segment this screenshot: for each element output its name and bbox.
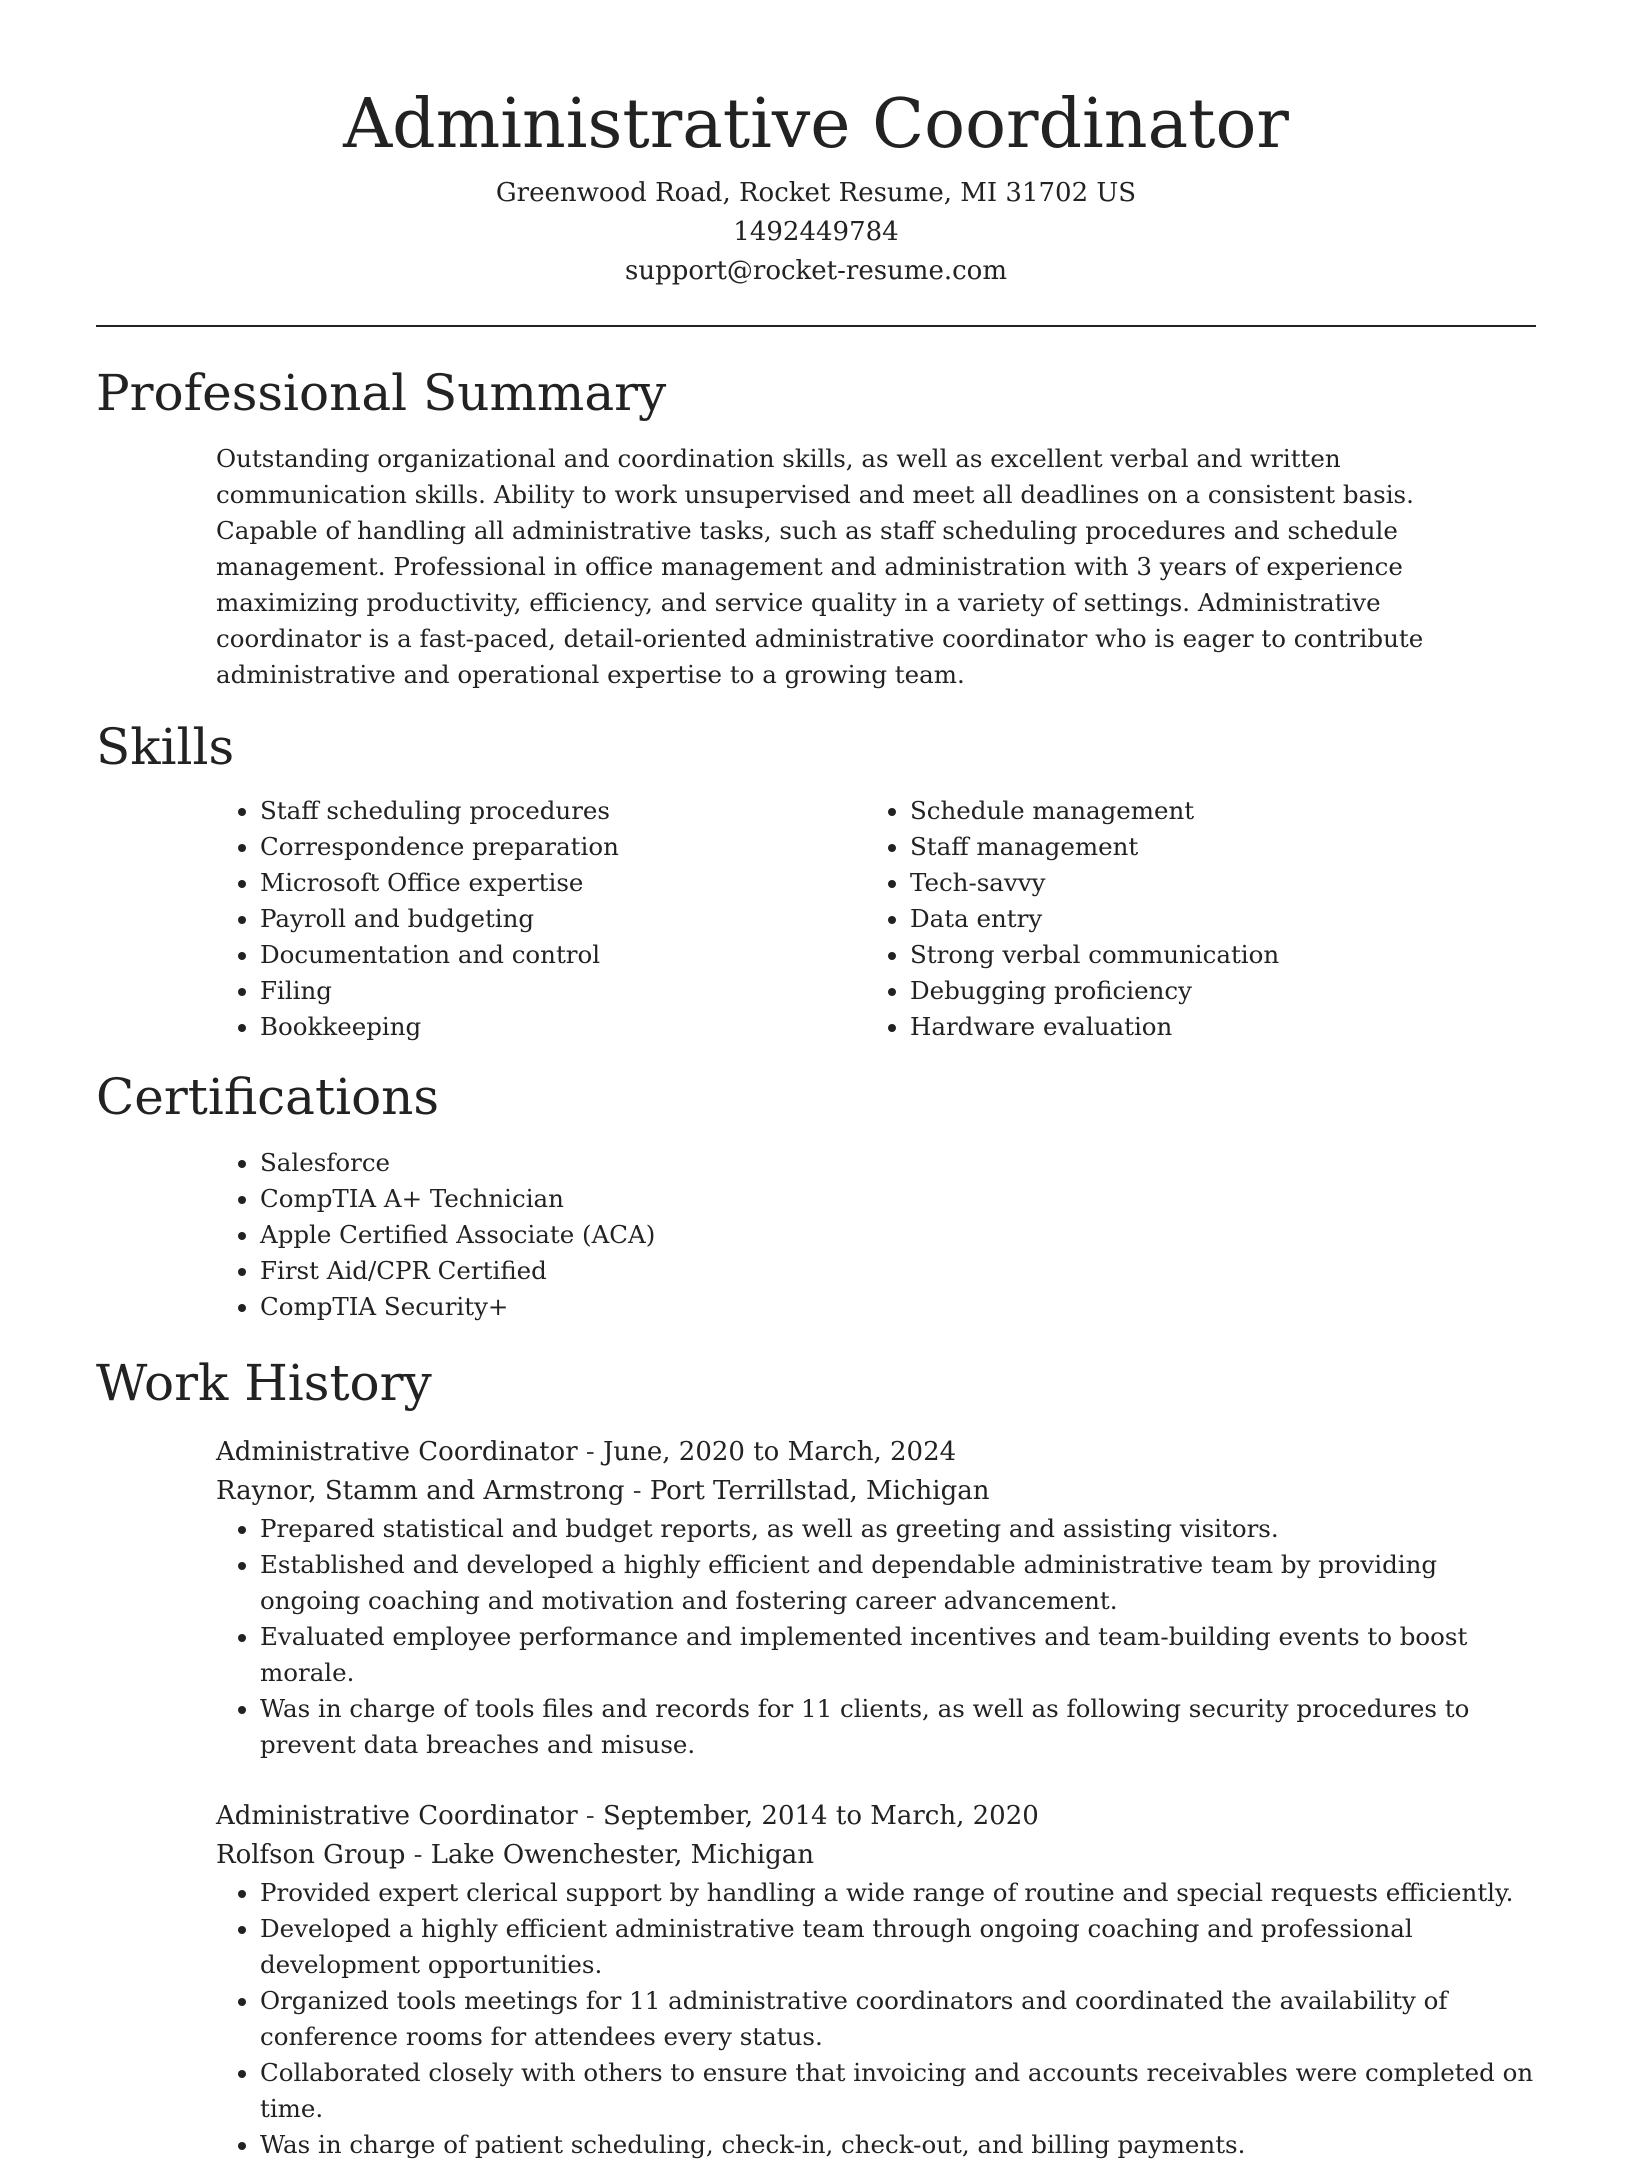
job-duty-item: • Was in charge of tools files and records for 11 clients, as well as following security procedures to prevent data breaches and misuse. <box>260 1691 1536 1763</box>
skill-item: • Bookkeeping <box>260 1009 866 1045</box>
certifications-list <box>216 1145 1536 1325</box>
skills-list-right <box>866 793 1516 1045</box>
header-divider <box>96 325 1536 327</box>
certification-item: • CompTIA Security+ <box>260 1289 1536 1325</box>
job-entry <box>216 1433 1536 1763</box>
skill-item: • Filing <box>260 973 866 1009</box>
email-text: support@rocket-resume.com <box>624 256 1007 286</box>
skills-grid <box>216 793 1536 1045</box>
job-separator: - <box>405 1840 431 1870</box>
certifications-heading: Certifications <box>96 1068 440 1126</box>
skill-item: • Tech-savvy <box>910 865 1516 901</box>
resume-header <box>96 0 1536 291</box>
skill-item: • Microsoft Office expertise <box>260 865 866 901</box>
job-title-line <box>216 1797 1536 1836</box>
job-location: Port Terrillstad, Michigan <box>649 1476 990 1506</box>
job-duties-list <box>216 1511 1536 1763</box>
job-entry <box>216 1797 1536 2163</box>
candidate-title: Administrative Coordinator <box>343 85 1289 164</box>
skills-heading: Skills <box>96 718 235 776</box>
skills-list-left <box>216 793 866 1045</box>
skills-column-left <box>216 793 866 1045</box>
job-duty-item: • Was in charge of patient scheduling, check-in, check-out, and billing payments. <box>260 2127 1536 2163</box>
job-duty-item: • Provided expert clerical support by handling a wide range of routine and special requests efficiently. <box>260 1875 1536 1911</box>
job-role: Administrative Coordinator <box>216 1801 578 1831</box>
job-dates: September, 2014 to March, 2020 <box>602 1801 1039 1831</box>
job-role: Administrative Coordinator <box>216 1437 578 1467</box>
certification-item: • Apple Certified Associate (ACA) <box>260 1217 1536 1253</box>
job-title-line <box>216 1433 1536 1472</box>
job-separator: - <box>577 1437 603 1467</box>
job-company-line <box>216 1472 1536 1511</box>
job-location: Lake Owenchester, Michigan <box>430 1840 815 1870</box>
skill-item: • Payroll and budgeting <box>260 901 866 937</box>
skill-item: • Documentation and control <box>260 937 866 973</box>
summary-text: Outstanding organizational and coordination skills, as well as excellent verbal and written communication skills. Ability to work unsupervised and meet all deadlines on a consistent basis. Capable of handling all administrative tasks, such as staff scheduling procedures and schedule management. Professional in office management and administration with 3 years of experience maximizing productivity, efficiency, and service quality in a variety of settings. Administrative coordinator is a fast-paced, detail-oriented administrative coordinator who is eager to contribute administrative and operational expertise to a growing team. <box>216 444 1424 689</box>
contact-block <box>96 174 1536 291</box>
skill-item: • Staff management <box>910 829 1516 865</box>
skill-item: • Strong verbal communication <box>910 937 1516 973</box>
job-duty-item: • Established and developed a highly efficient and dependable administrative team by providing ongoing coaching and motivation and fostering career advancement. <box>260 1547 1536 1619</box>
work-history-heading: Work History <box>96 1354 432 1412</box>
skill-item: • Debugging proficiency <box>910 973 1516 1009</box>
skill-item: • Staff scheduling procedures <box>260 793 866 829</box>
certification-item: • CompTIA A+ Technician <box>260 1181 1536 1217</box>
job-duty-item: • Collaborated closely with others to ensure that invoicing and accounts receivables were completed on time. <box>260 2055 1536 2127</box>
resume-page <box>96 0 1536 2163</box>
job-duty-item: • Prepared statistical and budget reports, as well as greeting and assisting visitors. <box>260 1511 1536 1547</box>
phone-text: 1492449784 <box>733 217 899 247</box>
certification-item: • Salesforce <box>260 1145 1536 1181</box>
skill-item: • Schedule management <box>910 793 1516 829</box>
skill-item: • Data entry <box>910 901 1516 937</box>
job-separator: - <box>624 1476 650 1506</box>
skills-column-right <box>866 793 1516 1045</box>
skill-item: • Correspondence preparation <box>260 829 866 865</box>
certifications-block <box>216 1145 1536 1325</box>
address-text: Greenwood Road, Rocket Resume, MI 31702 US <box>495 178 1137 208</box>
summary-heading: Professional Summary <box>96 364 667 422</box>
job-separator: - <box>577 1801 603 1831</box>
job-duty-item: • Organized tools meetings for 11 administrative coordinators and coordinated the availability of conference rooms for attendees every status. <box>260 1983 1536 2055</box>
skill-item: • Hardware evaluation <box>910 1009 1516 1045</box>
job-company: Raynor, Stamm and Armstrong <box>216 1476 625 1506</box>
job-duty-item: • Evaluated employee performance and implemented incentives and team-building events to boost morale. <box>260 1619 1536 1691</box>
job-dates: June, 2020 to March, 2024 <box>602 1437 957 1467</box>
job-duty-item: • Developed a highly efficient administrative team through ongoing coaching and professional development opportunities. <box>260 1911 1536 1983</box>
job-company: Rolfson Group <box>216 1840 406 1870</box>
certification-item: • First Aid/CPR Certified <box>260 1253 1536 1289</box>
job-duties-list <box>216 1875 1536 2163</box>
job-company-line <box>216 1836 1536 1875</box>
